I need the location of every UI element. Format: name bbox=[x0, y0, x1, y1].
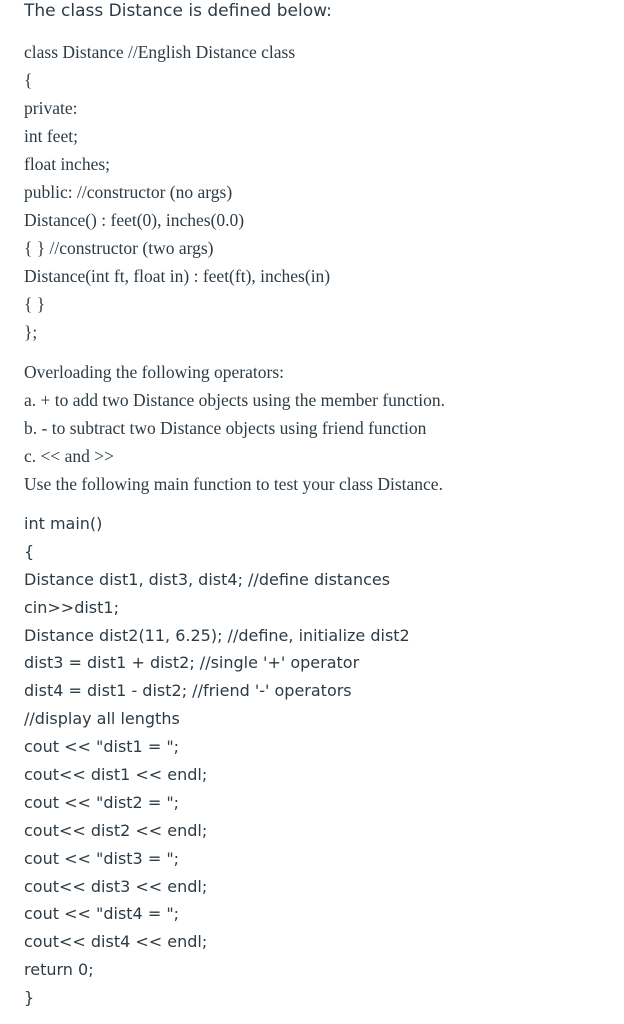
code-line: Distance dist1, dist3, dist4; //define distances bbox=[24, 569, 391, 589]
code-line: float inches; bbox=[24, 154, 111, 174]
code-line: return 0; bbox=[24, 960, 94, 980]
instruction-line: b. - to subtract two Distance objects using friend function bbox=[24, 418, 427, 438]
code-line: Distance() : feet(0), inches(0.0) bbox=[24, 210, 245, 230]
code-line: cout << "dist4 = "; bbox=[24, 904, 180, 924]
code-line: { } bbox=[24, 294, 46, 314]
instructions-block bbox=[24, 358, 445, 498]
code-line: Distance(int ft, float in) : feet(ft), inches(in) bbox=[24, 266, 331, 286]
code-line: cout << "dist2 = "; bbox=[24, 792, 180, 812]
code-line: cout<< dist2 << endl; bbox=[24, 820, 208, 840]
code-line: cout<< dist3 << endl; bbox=[24, 876, 208, 896]
code-line: dist4 = dist1 - dist2; //friend '-' operators bbox=[24, 681, 352, 701]
code-line: { bbox=[24, 70, 33, 90]
instruction-line: Overloading the following operators: bbox=[24, 362, 285, 382]
code-line: Distance dist2(11, 6.25); //define, initialize dist2 bbox=[24, 625, 410, 645]
instruction-line: Use the following main function to test your class Distance. bbox=[24, 474, 443, 494]
code-line: //display all lengths bbox=[24, 709, 180, 729]
code-line: }; bbox=[24, 322, 38, 342]
instruction-line: c. << and >> bbox=[24, 446, 115, 466]
code-line: cout<< dist4 << endl; bbox=[24, 932, 208, 952]
code-line: { } //constructor (two args) bbox=[24, 238, 214, 258]
code-line: private: bbox=[24, 98, 78, 118]
code-line: int feet; bbox=[24, 126, 78, 146]
code-line: public: //constructor (no args) bbox=[24, 182, 233, 202]
code-line: cout << "dist3 = "; bbox=[24, 848, 180, 868]
page-heading: The class Distance is defined below: bbox=[24, 1, 332, 21]
code-line: cout<< dist1 << endl; bbox=[24, 765, 208, 785]
code-line: } bbox=[24, 988, 35, 1008]
instruction-line: a. + to add two Distance objects using the member function. bbox=[24, 390, 446, 410]
code-line: { bbox=[24, 541, 35, 561]
code-line: cout << "dist1 = "; bbox=[24, 737, 180, 757]
code-line: cin>>dist1; bbox=[24, 597, 119, 617]
code-line: class Distance //English Distance class bbox=[24, 42, 296, 62]
main-function-block bbox=[24, 510, 410, 1012]
class-definition-block bbox=[24, 38, 330, 346]
code-line: int main() bbox=[24, 514, 103, 533]
code-line: dist3 = dist1 + dist2; //single '+' operator bbox=[24, 653, 360, 673]
